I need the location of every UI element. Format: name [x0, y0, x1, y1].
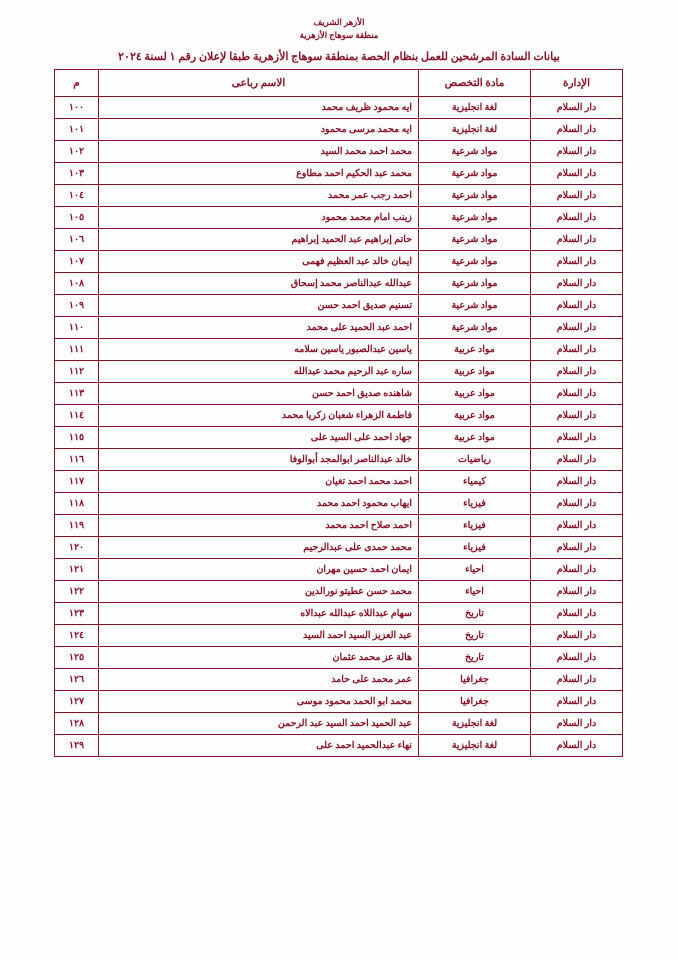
cell-department: دار السلام [531, 493, 623, 515]
table-row [55, 537, 623, 559]
column-header-index: م [55, 70, 99, 97]
cell-specialization: مواد شرعية [419, 163, 531, 185]
table-body [55, 97, 623, 757]
table-row [55, 581, 623, 603]
roster-table [54, 69, 623, 757]
cell-full-name: عبدالله عبدالناصر محمد إسحاق [99, 273, 419, 295]
table-row [55, 97, 623, 119]
cell-department: دار السلام [531, 405, 623, 427]
cell-specialization: مواد شرعية [419, 141, 531, 163]
cell-index: ١٠٩ [55, 295, 99, 317]
cell-index: ١٠٨ [55, 273, 99, 295]
table-row [55, 317, 623, 339]
cell-index: ١١٥ [55, 427, 99, 449]
table-row [55, 471, 623, 493]
table-header-row [55, 70, 623, 97]
table-row [55, 141, 623, 163]
cell-index: ١٠٤ [55, 185, 99, 207]
cell-specialization: فيزياء [419, 515, 531, 537]
table-row [55, 493, 623, 515]
cell-specialization: مواد شرعية [419, 185, 531, 207]
cell-specialization: لغة انجليزية [419, 735, 531, 757]
cell-index: ١٠٥ [55, 207, 99, 229]
cell-index: ١٢١ [55, 559, 99, 581]
cell-department: دار السلام [531, 207, 623, 229]
cell-specialization: جغرافيا [419, 691, 531, 713]
table-row [55, 273, 623, 295]
table-row [55, 119, 623, 141]
cell-full-name: فاطمة الزهراء شعبان زكريا محمد [99, 405, 419, 427]
cell-specialization: تاريخ [419, 603, 531, 625]
table-row [55, 713, 623, 735]
cell-department: دار السلام [531, 229, 623, 251]
cell-department: دار السلام [531, 339, 623, 361]
table-row [55, 625, 623, 647]
table-row [55, 603, 623, 625]
cell-department: دار السلام [531, 603, 623, 625]
cell-index: ١٠١ [55, 119, 99, 141]
cell-index: ١٢٠ [55, 537, 99, 559]
cell-department: دار السلام [531, 581, 623, 603]
cell-full-name: شاهنده صديق احمد حسن [99, 383, 419, 405]
column-header-specialization: مادة التخصص [419, 70, 531, 97]
column-header-department: الإدارة [531, 70, 623, 97]
cell-index: ١١٧ [55, 471, 99, 493]
table-row [55, 691, 623, 713]
cell-full-name: محمد عبد الحكيم احمد مطاوع [99, 163, 419, 185]
cell-department: دار السلام [531, 691, 623, 713]
cell-full-name: محمد ابو الحمد محمود موسى [99, 691, 419, 713]
cell-specialization: مواد عربية [419, 339, 531, 361]
cell-department: دار السلام [531, 141, 623, 163]
cell-specialization: فيزياء [419, 537, 531, 559]
cell-index: ١٢٥ [55, 647, 99, 669]
cell-department: دار السلام [531, 97, 623, 119]
cell-specialization: مواد شرعية [419, 295, 531, 317]
cell-department: دار السلام [531, 427, 623, 449]
cell-index: ١١٣ [55, 383, 99, 405]
cell-full-name: تسنيم صديق احمد حسن [99, 295, 419, 317]
cell-specialization: جغرافيا [419, 669, 531, 691]
cell-index: ١٢٦ [55, 669, 99, 691]
cell-full-name: ايه محمد مرسى محمود [99, 119, 419, 141]
table-row [55, 669, 623, 691]
roster-table-container [55, 69, 623, 757]
cell-department: دار السلام [531, 449, 623, 471]
cell-index: ١٢٤ [55, 625, 99, 647]
cell-full-name: حاتم إبراهيم عبد الحميد إبراهيم [99, 229, 419, 251]
cell-index: ١٠٢ [55, 141, 99, 163]
cell-department: دار السلام [531, 361, 623, 383]
table-row [55, 383, 623, 405]
cell-index: ١٠٠ [55, 97, 99, 119]
cell-department: دار السلام [531, 669, 623, 691]
page-title: بيانات السادة المرشحين للعمل بنظام الحصة بمنطقة سوهاج الأزهرية طبقا لإعلان رقم ١ لسنة ٢٠٢٤ [118, 51, 560, 64]
cell-specialization: احياء [419, 581, 531, 603]
table-row [55, 185, 623, 207]
cell-full-name: ياسين عبدالصبور ياسين سلامه [99, 339, 419, 361]
cell-full-name: احمد رجب عمر محمد [99, 185, 419, 207]
cell-index: ١١٨ [55, 493, 99, 515]
cell-index: ١٠٣ [55, 163, 99, 185]
cell-full-name: محمد حمدى على عبدالرحيم [99, 537, 419, 559]
cell-full-name: ايهاب محمود احمد محمد [99, 493, 419, 515]
cell-full-name: محمد احمد محمد السيد [99, 141, 419, 163]
header-line-region: منطقة سوهاج الأزهرية [299, 30, 379, 41]
table-row [55, 163, 623, 185]
cell-full-name: ايمان احمد حسين مهران [99, 559, 419, 581]
cell-full-name: عبد الحميد احمد السيد عبد الرحمن [99, 713, 419, 735]
table-row [55, 339, 623, 361]
cell-specialization: لغة انجليزية [419, 713, 531, 735]
table-row [55, 559, 623, 581]
cell-specialization: مواد شرعية [419, 317, 531, 339]
table-row [55, 229, 623, 251]
cell-specialization: احياء [419, 559, 531, 581]
cell-department: دار السلام [531, 537, 623, 559]
cell-full-name: سهام عبداللاه عبدالله عبدالاه [99, 603, 419, 625]
cell-full-name: ايمان خالد عبد العظيم فهمى [99, 251, 419, 273]
column-header-full-name: الاسم رباعى [99, 70, 419, 97]
cell-full-name: احمد محمد احمد تغيان [99, 471, 419, 493]
cell-department: دار السلام [531, 185, 623, 207]
table-header [55, 70, 623, 97]
cell-specialization: كيمياء [419, 471, 531, 493]
cell-department: دار السلام [531, 273, 623, 295]
table-row [55, 449, 623, 471]
cell-full-name: عبد العزيز السيد احمد السيد [99, 625, 419, 647]
table-row [55, 427, 623, 449]
cell-specialization: رياضيات [419, 449, 531, 471]
table-row [55, 251, 623, 273]
header-line-authority: الأزهر الشريف [313, 17, 365, 27]
cell-specialization: تاريخ [419, 625, 531, 647]
table-row [55, 295, 623, 317]
cell-department: دار السلام [531, 317, 623, 339]
table-row [55, 735, 623, 757]
cell-index: ١٢٩ [55, 735, 99, 757]
cell-index: ١١٠ [55, 317, 99, 339]
cell-department: دار السلام [531, 713, 623, 735]
cell-index: ١١١ [55, 339, 99, 361]
cell-full-name: محمد حسن عطيتو نورالدين [99, 581, 419, 603]
cell-full-name: جهاد احمد على السيد على [99, 427, 419, 449]
cell-specialization: فيزياء [419, 493, 531, 515]
cell-index: ١٢٢ [55, 581, 99, 603]
cell-index: ١٠٦ [55, 229, 99, 251]
table-row [55, 207, 623, 229]
cell-specialization: مواد عربية [419, 361, 531, 383]
cell-full-name: خالد عبدالناصر ابوالمجد أبوالوفا [99, 449, 419, 471]
cell-department: دار السلام [531, 735, 623, 757]
cell-full-name: نهاء عبدالحميد احمد على [99, 735, 419, 757]
cell-department: دار السلام [531, 647, 623, 669]
cell-department: دار السلام [531, 119, 623, 141]
cell-full-name: ساره عبد الرحيم محمد عبدالله [99, 361, 419, 383]
table-row [55, 647, 623, 669]
cell-index: ١١٩ [55, 515, 99, 537]
cell-full-name: زينب امام محمد محمود [99, 207, 419, 229]
table-row [55, 405, 623, 427]
cell-specialization: مواد شرعية [419, 229, 531, 251]
cell-index: ١٢٣ [55, 603, 99, 625]
cell-department: دار السلام [531, 383, 623, 405]
table-row [55, 515, 623, 537]
cell-full-name: ايه محمود ظريف محمد [99, 97, 419, 119]
cell-index: ١٠٧ [55, 251, 99, 273]
cell-index: ١١٢ [55, 361, 99, 383]
cell-specialization: مواد عربية [419, 405, 531, 427]
cell-specialization: مواد شرعية [419, 273, 531, 295]
cell-full-name: عمر محمد على حامد [99, 669, 419, 691]
cell-department: دار السلام [531, 471, 623, 493]
cell-department: دار السلام [531, 559, 623, 581]
cell-department: دار السلام [531, 163, 623, 185]
cell-index: ١٢٨ [55, 713, 99, 735]
cell-department: دار السلام [531, 251, 623, 273]
cell-specialization: مواد عربية [419, 383, 531, 405]
cell-department: دار السلام [531, 515, 623, 537]
cell-specialization: مواد عربية [419, 427, 531, 449]
cell-specialization: مواد شرعية [419, 207, 531, 229]
cell-specialization: مواد شرعية [419, 251, 531, 273]
cell-specialization: لغة انجليزية [419, 97, 531, 119]
table-row [55, 361, 623, 383]
cell-specialization: تاريخ [419, 647, 531, 669]
cell-full-name: هالة عز محمد عثمان [99, 647, 419, 669]
cell-full-name: احمد صلاح احمد محمد [99, 515, 419, 537]
document-header [0, 0, 678, 42]
cell-department: دار السلام [531, 295, 623, 317]
cell-index: ١١٦ [55, 449, 99, 471]
cell-department: دار السلام [531, 625, 623, 647]
cell-specialization: لغة انجليزية [419, 119, 531, 141]
cell-full-name: احمد عبد الحميد على محمد [99, 317, 419, 339]
cell-index: ١٢٧ [55, 691, 99, 713]
cell-index: ١١٤ [55, 405, 99, 427]
